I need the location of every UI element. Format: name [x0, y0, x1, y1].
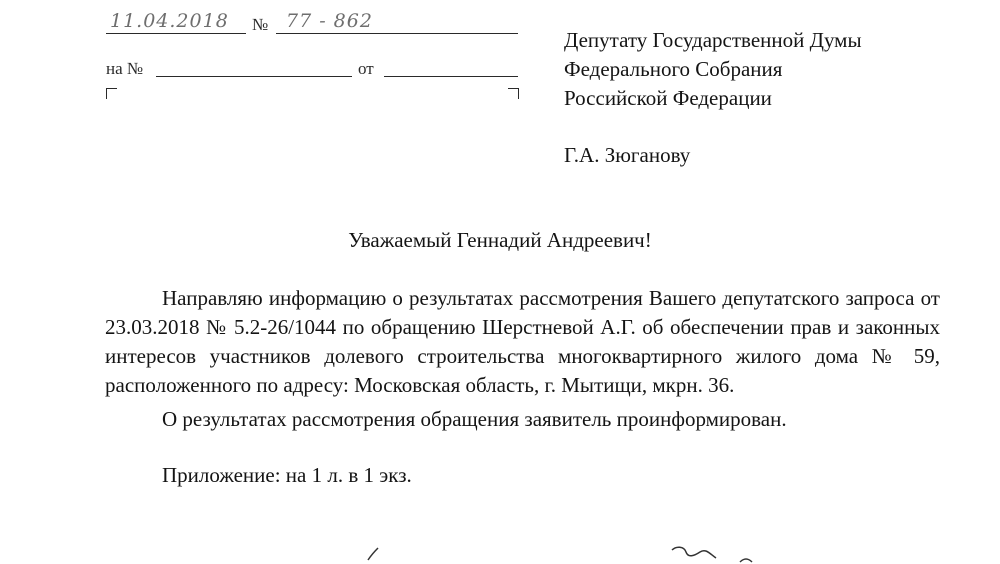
addressee-line-1: Депутату Государственной Думы [564, 28, 862, 52]
address-bracket-left [106, 88, 117, 99]
reference-label: на № [106, 59, 144, 78]
registration-number: 77 - 862 [286, 10, 373, 32]
salutation: Уважаемый Геннадий Андреевич! [348, 228, 652, 252]
addressee-block [564, 26, 984, 170]
reference-date-line [384, 76, 518, 77]
number-underline [276, 33, 518, 34]
body-paragraph-2: О результатах рассмотрения обращения заявитель проинформирован. [162, 407, 787, 431]
address-bracket-right [508, 88, 519, 99]
reference-from-label: от [358, 59, 374, 78]
body-paragraph-1: Направляю информацию о результатах рассмотрения Вашего депутатского запроса от 23.03.2018 № 5.2-26/1044 по обращению Шерстневой А.Г. об обеспечении прав и законных интересов участников долевого строительства многоквартирного жилого дома № 59, расположенного по адресу: Московская область, г. Мытищи, мкрн. 36. [105, 286, 940, 397]
addressee-name: Г.А. Зюганову [564, 143, 691, 167]
addressee-line-2: Федерального Собрания [564, 57, 783, 81]
attachment-line: Приложение: на 1 л. в 1 экз. [162, 463, 412, 487]
number-sign: № [252, 15, 269, 34]
addressee-line-3: Российской Федерации [564, 86, 772, 110]
registration-date: 11.04.2018 [110, 10, 229, 32]
signature-mark [0, 544, 1000, 564]
date-underline [106, 33, 246, 34]
reference-number-line [156, 76, 352, 77]
letter-body [105, 284, 940, 490]
